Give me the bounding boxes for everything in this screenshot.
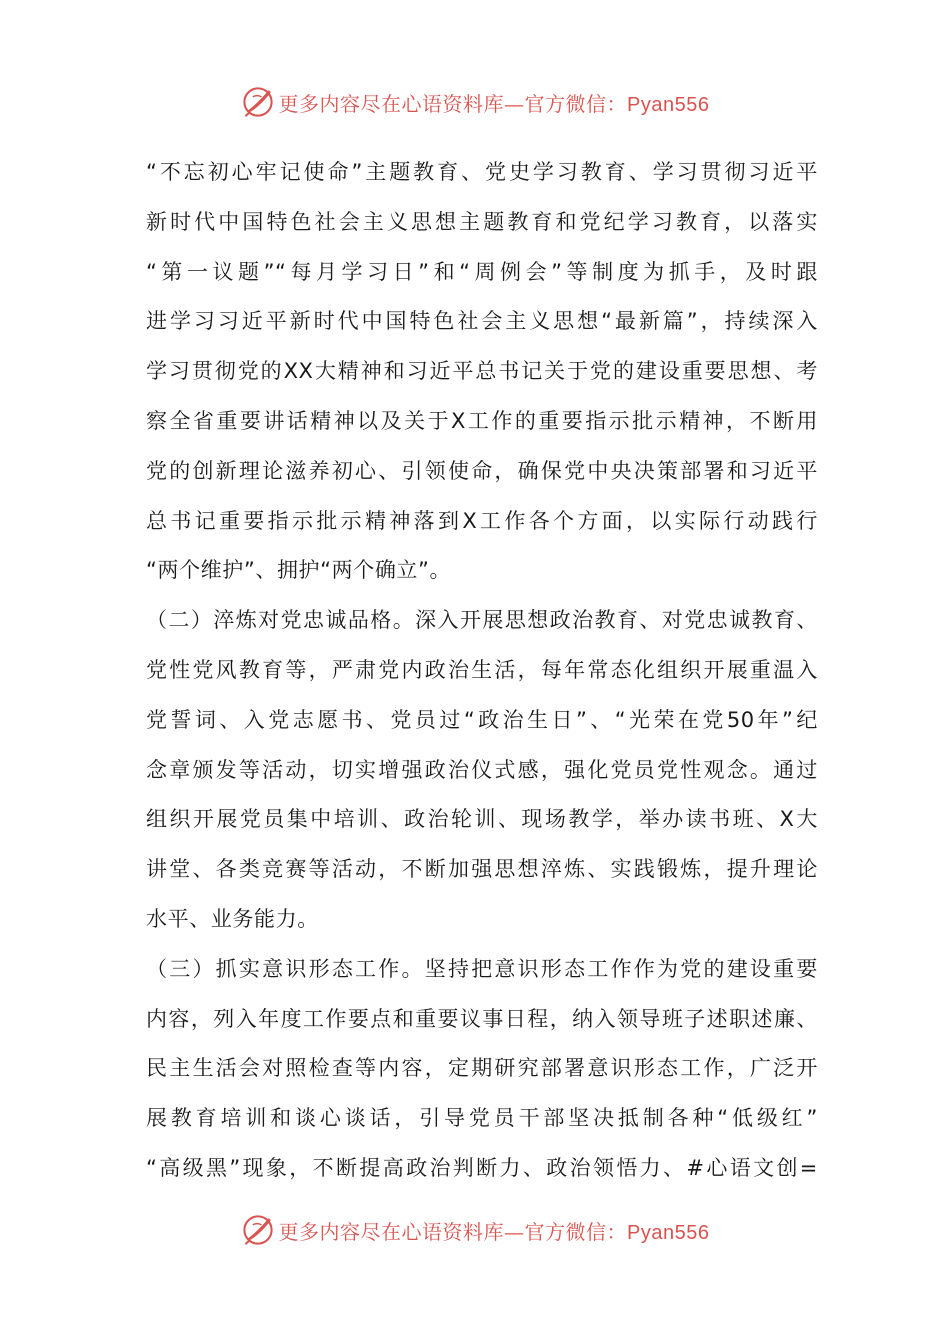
text-line: （二）淬炼对党忠诚品格。深入开展思想政治教育、对党忠诚教育、 (146, 608, 818, 633)
banner-text: 更多内容尽在心语资料库—官方微信：Pyan556 (278, 1219, 710, 1244)
text-line: 党的创新理论滋养初心、引领使命，确保党中央决策部署和习近平 (146, 458, 818, 483)
header-watermark-banner (0, 82, 950, 122)
text-line: “不忘初心牢记使命”主题教育、党史学习教育、学习贯彻习近平 (146, 160, 818, 184)
banner-text: 更多内容尽在心语资料库—官方微信：Pyan556 (278, 91, 710, 116)
text-line: 展教育培训和谈心谈话，引导党员干部坚决抵制各种“低级红” (146, 1106, 818, 1131)
text-line: “两个维护”、拥护“两个确立”。 (146, 558, 452, 583)
wechat-id: Pyan556 (627, 93, 710, 116)
text-line: 党誓词、入党志愿书、党员过“政治生日”、“光荣在党50年”纪 (146, 707, 818, 732)
text-line: 察全省重要讲话精神以及关于X工作的重要指示批示精神，不断用 (146, 408, 818, 433)
text-line: 念章颁发等活动，切实增强政治仪式感，强化党员党性观念。通过 (146, 757, 818, 782)
text-line: （三）抓实意识形态工作。坚持把意识形态工作作为党的建设重要 (146, 956, 818, 981)
text-line: “高级黑”现象，不断提高政治判断力、政治领悟力、#心语文创= (146, 1155, 818, 1180)
text-line: 党性党风教育等，严肃党内政治生活，每年常态化组织开展重温入 (146, 657, 818, 682)
text-line: 水平、业务能力。 (146, 906, 319, 931)
footer-watermark-banner (0, 1210, 950, 1250)
text-line: “第一议题”“每月学习日”和“周例会”等制度为抓手，及时跟 (146, 259, 818, 284)
text-line: 学习贯彻党的XX大精神和习近平总书记关于党的建设重要思想、考 (146, 359, 818, 384)
text-line: 组织开展党员集中培训、政治轮训、现场教学，举办读书班、X大 (146, 807, 818, 832)
text-line: 讲堂、各类竞赛等活动，不断加强思想淬炼、实践锻炼，提升理论 (146, 857, 818, 882)
wechat-id: Pyan556 (627, 1221, 710, 1244)
text-line: 内容，列入年度工作要点和重要议事日程，纳入领导班子述职述廉、 (146, 1006, 818, 1031)
text-line: 民主生活会对照检查等内容，定期研究部署意识形态工作，广泛开 (146, 1056, 818, 1081)
pen-logo-icon (241, 1213, 275, 1247)
pen-logo-icon (241, 85, 275, 119)
text-line: 总书记重要指示批示精神落到X工作各个方面，以实际行动践行 (146, 508, 818, 533)
document-body (146, 148, 818, 1194)
text-line: 新时代中国特色社会主义思想主题教育和党纪学习教育，以落实 (146, 209, 818, 234)
text-line: 进学习习近平新时代中国特色社会主义思想“最新篇”，持续深入 (146, 309, 818, 334)
